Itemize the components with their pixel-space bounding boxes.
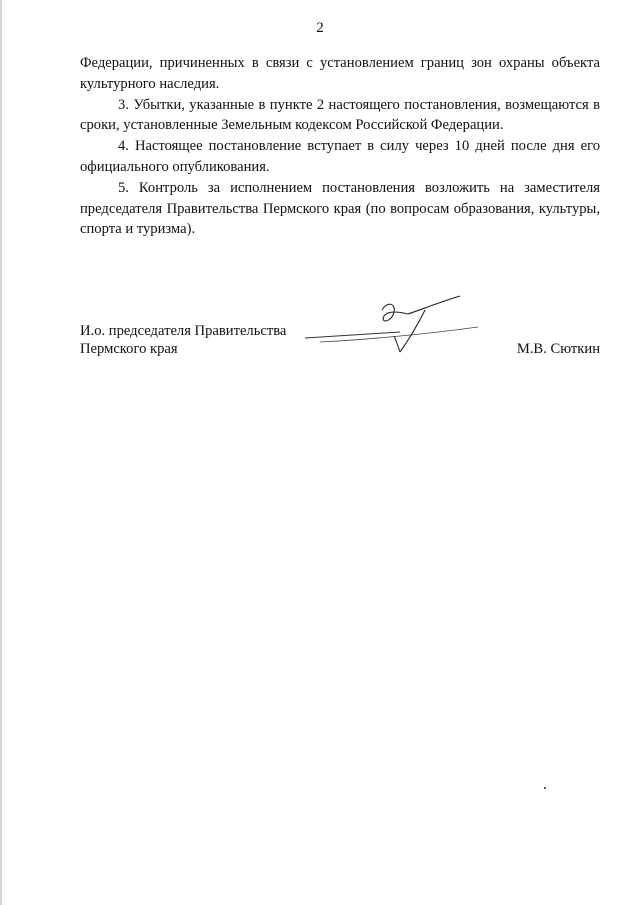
paragraph-item-3: 3. Убытки, указанные в пункте 2 настоящего постановления, возмещаются в сроки, установленные Земельным кодексом Российской Федерации. bbox=[80, 96, 600, 134]
paragraph-item-4: 4. Настоящее постановление вступает в силу через 10 дней после дня его официального опубликования. bbox=[80, 138, 600, 175]
signatory-title bbox=[80, 323, 286, 358]
paragraph-continuation: Федерации, причиненных в связи с установлением границ зон охраны объекта культурного наследия. bbox=[80, 55, 600, 92]
signatory-title-line-2: Пермского края bbox=[80, 340, 178, 357]
document-body bbox=[80, 53, 600, 240]
scan-speck bbox=[544, 787, 546, 789]
paragraph-item-5: 5. Контроль за исполнением постановления возложить на заместителя председателя Правительства Пермского края (по вопросам образования, культуры, спорта и туризма). bbox=[80, 179, 600, 238]
page-number: 2 bbox=[316, 20, 324, 36]
signatory-name: М.В. Сюткин bbox=[516, 340, 600, 357]
signature-block bbox=[80, 323, 600, 363]
scan-edge bbox=[0, 0, 2, 905]
signatory-title-line-1: И.о. председателя Правительства bbox=[80, 323, 287, 339]
